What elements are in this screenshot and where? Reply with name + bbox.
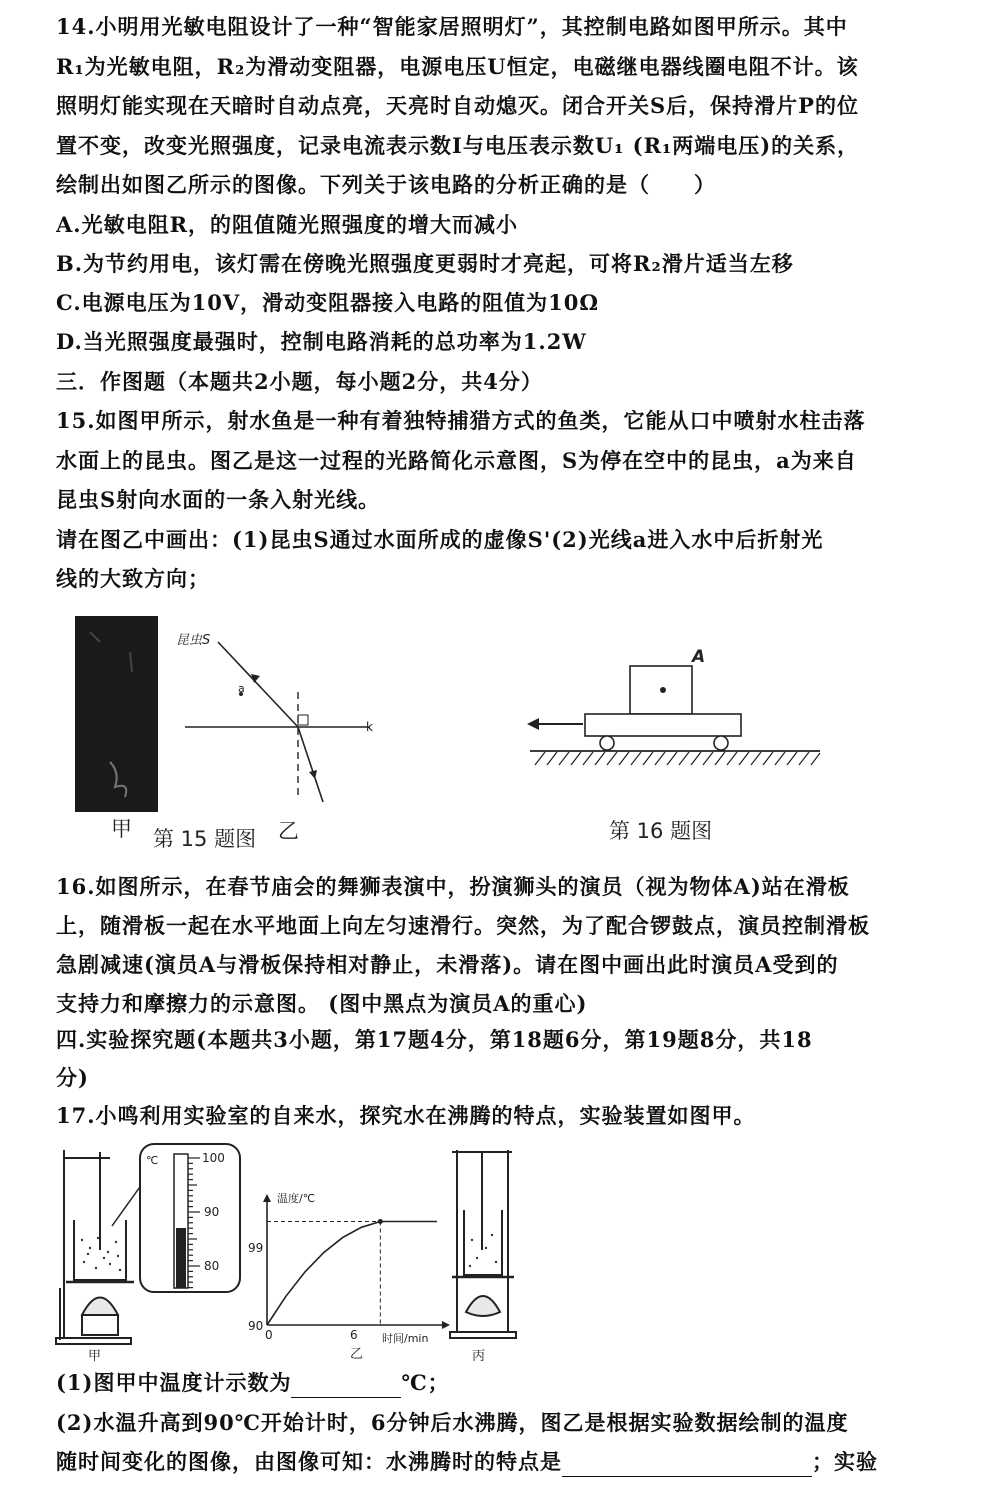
q17-sub1	[56, 1368, 963, 1402]
chart-y-tick-99: 99	[248, 1241, 264, 1255]
chart-x-arrow	[442, 1321, 450, 1329]
q17-sub2-answer-blank[interactable]	[562, 1452, 812, 1477]
source-s-label: 昆虫S	[176, 633, 211, 648]
q15-line-3: 昆虫S射向水面的一条入射光线。	[56, 487, 381, 512]
q15-line-1: 15.如图甲所示，射水鱼是一种有着独特捕猎方式的鱼类，它能从口中喷射水柱击落	[56, 408, 866, 433]
label-a: A	[692, 647, 706, 667]
q14-option-b: B.为节约用电，该灯需在傍晚光照强度更弱时才亮起，可将R₂滑片适当左移	[56, 251, 794, 276]
figure-15-label-yi: 乙	[278, 819, 299, 843]
figure-15-caption: 第 15 题图	[153, 827, 257, 851]
chart-x-tick-6: 6	[350, 1328, 358, 1342]
q17-sub2-line-2	[56, 1447, 963, 1481]
ground-hatching	[535, 752, 820, 765]
q17-sub2-line-1: (2)水温升高到90℃开始计时，6分钟后水沸腾，图乙是根据实验数据绘制的温度	[56, 1410, 849, 1435]
q14-line-5: 绘制出如图乙所示的图像。下列关于该电路的分析正确的是（ ）	[56, 172, 716, 197]
motion-arrowhead	[527, 718, 539, 730]
thermometer-liquid	[176, 1228, 186, 1288]
chart-x-tick-0: 0	[265, 1328, 273, 1342]
chart-y-label: 温度/℃	[277, 1192, 316, 1205]
q16-line-1: 16.如图所示，在春节庙会的舞狮表演中，扮演狮头的演员（视为物体A)站在滑板	[56, 874, 850, 899]
q16-line-4: 支持力和摩擦力的示意图。 (图中黑点为演员A的重心)	[56, 991, 588, 1016]
section-3-heading: 三．作图题（本题共2小题，每小题2分，共4分）	[56, 369, 543, 394]
chart-series-line	[267, 1222, 437, 1326]
chart-y-arrow	[263, 1194, 271, 1202]
q15-line-4: 请在图乙中画出：(1)昆虫S通过水面所成的虚像S'(2)光线a进入水中后折射光	[56, 527, 824, 552]
ray-underwater	[298, 727, 323, 802]
center-of-gravity-dot	[660, 687, 666, 693]
figure-17	[52, 1140, 532, 1365]
q16-line-2: 上，随滑板一起在水平地面上向左匀速滑行。突然，为了配合锣鼓点，演员控制滑板	[56, 913, 870, 938]
thermometer-unit: ℃	[146, 1154, 159, 1167]
chart-x-label: 时间/min	[382, 1332, 429, 1345]
right-angle-mark	[298, 715, 308, 725]
q16-line-3: 急剧减速(演员A与滑板保持相对静止，未滑落)。请在图中画出此时演员A受到的	[56, 952, 839, 977]
apparatus-jia	[56, 1150, 152, 1344]
q14-line-4: 置不变，改变光照强度，记录电流表示数I与电压表示数U₁ (R₁两端电压)的关系，	[56, 133, 860, 158]
q17-sub1-prefix: (1)图甲中温度计示数为	[56, 1370, 292, 1395]
q17-sub2-prefix: 随时间变化的图像，由图像可知：水沸腾时的特点是	[56, 1449, 562, 1474]
q17-sub2-suffix: ；实验	[812, 1449, 878, 1474]
svg-text:k: k	[366, 720, 373, 734]
figure-17-label-bing: 丙	[472, 1349, 486, 1364]
underwater-ray-arrow	[309, 770, 317, 779]
q17-sub1-suffix: ℃；	[401, 1370, 450, 1395]
thermometer-tick-100: 100	[202, 1151, 225, 1165]
chart-y-tick-90: 90	[248, 1319, 264, 1333]
figure-16	[525, 640, 825, 775]
skateboard	[585, 714, 741, 736]
figure-17-diagram	[52, 1140, 532, 1365]
q14-line-2: R₁为光敏电阻，R₂为滑动变阻器，电源电压U恒定，电磁继电器线圈电阻不计。该	[56, 54, 859, 79]
figure-16-diagram	[525, 640, 825, 775]
figure-16-caption: 第 16 题图	[609, 819, 713, 843]
thermometer-tick-90: 90	[204, 1205, 220, 1219]
wheel-right	[714, 736, 728, 750]
ray-a-label: a	[238, 682, 245, 695]
temperature-chart	[248, 1191, 450, 1345]
section-4-heading-line-1: 四.实验探究题(本题共3小题，第17题4分，第18题6分，第19题8分，共18	[56, 1027, 813, 1052]
incident-ray-a	[218, 642, 298, 727]
q14-option-c: C.电源电压为10V，滑动变阻器接入电路的阻值为10Ω	[56, 290, 600, 315]
q17-sub1-answer-blank[interactable]	[291, 1373, 401, 1398]
q14-line-1: 14.小明用光敏电阻设计了一种“智能家居照明灯”，其控制电路如图甲所示。其中	[56, 14, 848, 39]
chart-boiling-point	[378, 1219, 383, 1224]
thermometer-tick-80: 80	[204, 1259, 220, 1273]
q14-option-d: D.当光照强度最强时，控制电路消耗的总功率为1.2W	[56, 329, 587, 354]
section-4-heading-line-2: 分)	[56, 1065, 89, 1090]
figure-15-label-jia: 甲	[111, 817, 132, 841]
wheel-left	[600, 736, 614, 750]
q14-option-a: A.光敏电阻R，的阻值随光照强度的增大而减小	[56, 212, 519, 237]
q17-intro: 17.小鸣利用实验室的自来水，探究水在沸腾的特点，实验装置如图甲。	[56, 1103, 756, 1128]
figure-17-label-jia: 甲	[88, 1349, 102, 1364]
figure-17-label-yi: 乙	[350, 1347, 364, 1362]
q15-line-5: 线的大致方向；	[56, 566, 210, 591]
q14-line-3: 照明灯能实现在天暗时自动点亮，天亮时自动熄灭。闭合开关S后，保持滑片P的位	[56, 93, 859, 118]
q15-line-2: 水面上的昆虫。图乙是这一过程的光路简化示意图，S为停在空中的昆虫，a为来自	[56, 448, 857, 473]
apparatus-bing	[450, 1150, 516, 1338]
